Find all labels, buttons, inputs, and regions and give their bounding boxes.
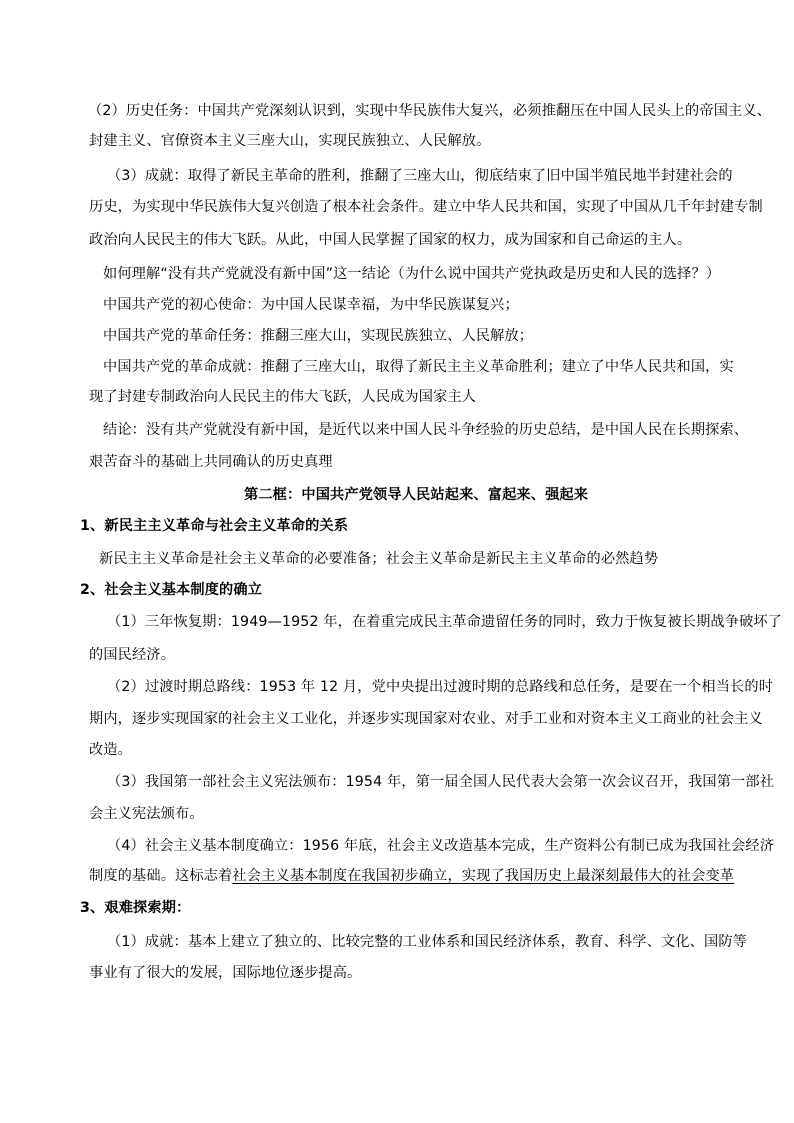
item-4-line-2-text: 制度的基础。这标志着 (89, 868, 233, 884)
heading-1-text: 新民主主义革命是社会主义革命的必要准备；社会主义革命是新民主主义革命的必然趋势 (99, 551, 659, 567)
conclusion-line-2: 艰苦奋斗的基础上共同确认的历史真理 (89, 454, 333, 470)
party-achievement-line-2: 现了封建专制政治向人民民主的伟大飞跃，人民成为国家主人 (89, 389, 477, 405)
item-2-line-1: （2）过渡时期总路线：1953 年 12 月，党中央提出过渡时期的总路线和总任务，是要在一个相当长的时 (107, 679, 774, 695)
party-revolution-task: 中国共产党的革命任务：推翻三座大山，实现民族独立、人民解放； (103, 328, 534, 344)
item-1-line-1: （1）三年恢复期：1949—1952 年，在着重完成民主革命遗留任务的同时，致力于恢复被长期战争破坏了 (107, 614, 783, 630)
history-task-line-1: （2）历史任务：中国共产党深刻认识到，实现中华民族伟大复兴，必须推翻压在中国人民头上的帝国主义、 (88, 103, 772, 119)
item-4-line-1: （4）社会主义基本制度确立：1956 年底，社会主义改造基本完成，生产资料公有制已成为我国社会经济 (107, 838, 775, 854)
achievement-line-3: 政治向人民民主的伟大飞跃。从此，中国人民掌握了国家的权力，成为国家和自己命运的主人。 (89, 232, 692, 248)
heading-3: 3、艰难探索期： (80, 900, 191, 916)
item-4-line-2 (89, 866, 734, 886)
heading-2: 2、社会主义基本制度的确立 (80, 582, 263, 598)
conclusion-line-1: 结论：没有共产党就没有新中国，是近代以来中国人民斗争经验的历史总结，是中国人民在长期探索、 (103, 422, 749, 438)
achievement-line-2: 历史，为实现中华民族伟大复兴创造了根本社会条件。建立中华人民共和国，实现了中国从几千年封建专制 (89, 199, 763, 215)
item-2-line-3: 改造。 (89, 742, 133, 758)
underlined-conclusion: 社会主义基本制度在我国初步确立，实现了我国历史上最深刻最伟大的社会变革 (232, 868, 735, 884)
party-mission: 中国共产党的初心使命：为中国人民谋幸福，为中华民族谋复兴； (103, 297, 519, 313)
heading-1: 1、新民主主义革命与社会主义革命的关系 (80, 518, 349, 534)
exploration-line-2: 事业有了很大的发展，国际地位逐步提高。 (89, 965, 362, 981)
exploration-line-1: （1）成就：基本上建立了独立的、比较完整的工业体系和国民经济体系，教育、科学、文化、国防等 (107, 934, 748, 950)
item-3-line-1: （3）我国第一部社会主义宪法颁布：1954 年，第一届全国人民代表大会第一次会议召开，我国第一部社 (107, 774, 775, 790)
party-achievement-line-1: 中国共产党的革命成就：推翻了三座大山，取得了新民主主义革命胜利；建立了中华人民共和国，实 (103, 359, 734, 375)
frame2-title: 第二框：中国共产党领导人民站起来、富起来、强起来 (244, 487, 589, 503)
achievement-line-1: （3）成就：取得了新民主革命的胜利，推翻了三座大山，彻底结束了旧中国半殖民地半封建社会的 (107, 168, 733, 184)
history-task-line-2: 封建主义、官僚资本主义三座大山，实现民族独立、人民解放。 (89, 133, 491, 149)
item-1-line-2: 的国民经济。 (89, 647, 176, 663)
item-3-line-2: 会主义宪法颁布。 (89, 806, 204, 822)
item-2-line-2: 期内，逐步实现国家的社会主义工业化，并逐步实现国家对农业、对手工业和对资本主义工商业的社会主义 (89, 711, 763, 727)
understanding-question: 如何理解“没有共产党就没有新中国”这一结论（为什么说中国共产党执政是历史和人民的选择？） (103, 266, 721, 282)
